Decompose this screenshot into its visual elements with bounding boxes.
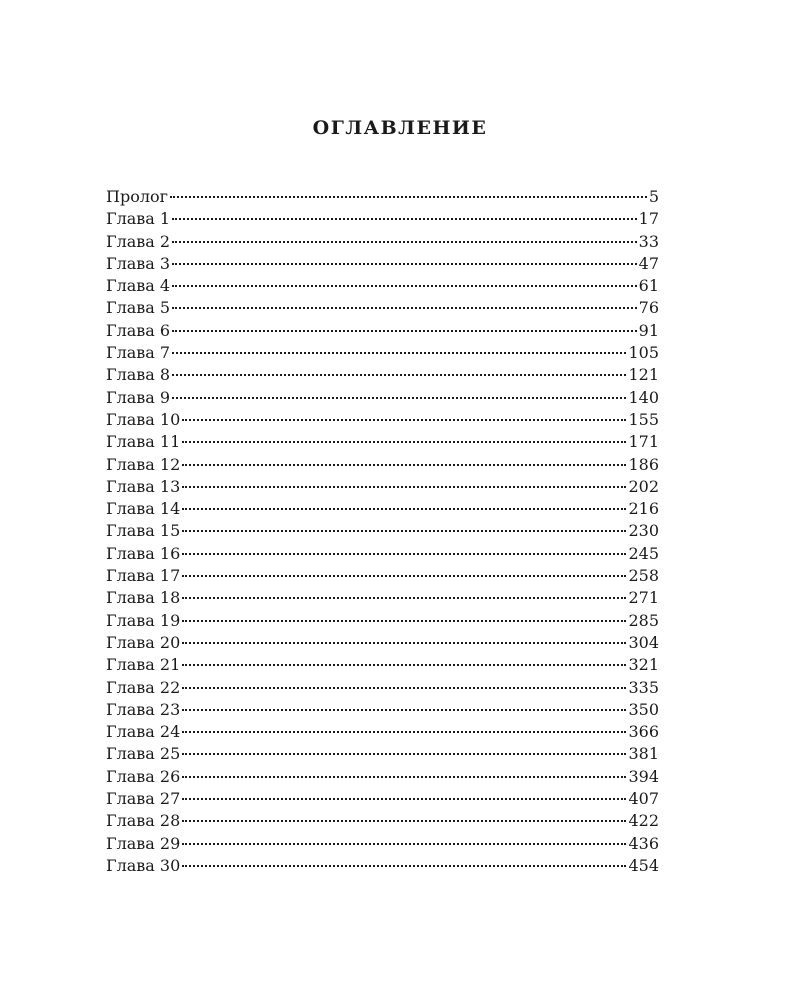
toc-entry-page-number: 5 [648,187,659,206]
toc-entry [106,610,659,632]
dot-leader [182,620,626,622]
toc-entry [106,788,659,810]
toc-entry-page-number: 407 [628,789,659,809]
dot-leader [172,241,637,243]
dot-leader [182,642,626,644]
toc-entry-label: Глава 4 [106,276,171,296]
toc-entry-page-number: 202 [628,476,659,496]
toc-entry-page-number: 285 [628,610,659,630]
toc-entry [106,766,659,788]
toc-entry-label: Глава 24 [106,722,181,742]
toc-entry-page-number: 321 [628,655,659,675]
toc-entry-page-number: 230 [628,521,659,541]
dot-leader [182,709,626,711]
toc-entry-page-number: 155 [628,409,659,429]
toc-entry-label: Глава 7 [106,343,171,363]
toc-entry-label: Глава 22 [106,677,181,697]
toc-entry [106,476,659,498]
toc-entry [106,208,659,230]
toc-entry-page-number: 454 [628,855,659,875]
toc-entry [106,654,659,676]
toc-entry-page-number: 121 [628,365,659,385]
toc-entry-page-number: 47 [638,253,659,273]
dot-leader [170,196,647,198]
toc-entry [106,342,659,364]
page-title: ОГЛАВЛЕНИЕ [312,117,488,139]
toc-entry-label: Глава 12 [106,454,181,474]
toc-entry-page-number: 33 [638,231,659,251]
dot-leader [172,307,637,309]
toc-entry-label: Глава 19 [106,610,181,630]
toc-entry-page-number: 76 [638,298,659,318]
toc-entry [106,387,659,409]
toc-entry-label: Глава 29 [106,833,181,853]
dot-leader [172,352,626,354]
toc-entry-label: Глава 18 [106,588,181,608]
toc-entry-page-number: 61 [638,276,659,296]
dot-leader [172,285,637,287]
toc-entry-page-number: 304 [628,632,659,652]
dot-leader [182,865,626,867]
dot-leader [182,776,626,778]
dot-leader [172,263,637,265]
toc-entry [106,186,659,208]
dot-leader [182,597,626,599]
toc-entry [106,632,659,654]
toc-entry-page-number: 140 [628,387,659,407]
dot-leader [182,731,626,733]
dot-leader [172,330,637,332]
toc-entry-label: Глава 16 [106,543,181,563]
toc-entry [106,320,659,342]
toc-entry-label: Глава 25 [106,744,181,764]
dot-leader [182,753,626,755]
toc-entry-page-number: 381 [628,744,659,764]
toc-entry-page-number: 366 [628,722,659,742]
toc-entry-label: Глава 6 [106,320,171,340]
toc-entry-label: Глава 1 [106,209,171,229]
toc-entry-label: Глава 8 [106,365,171,385]
toc-entry [106,543,659,565]
dot-leader [172,374,626,376]
dot-leader [182,530,626,532]
toc-entry [106,520,659,542]
toc-entry-label: Пролог [106,187,169,206]
toc-entry-page-number: 436 [628,833,659,853]
toc-entry [106,431,659,453]
toc-entry-page-number: 350 [628,699,659,719]
toc-entry [106,677,659,699]
table-of-contents [106,186,659,877]
toc-entry-page-number: 394 [628,766,659,786]
toc-entry [106,699,659,721]
toc-entry-label: Глава 30 [106,855,181,875]
toc-entry [106,587,659,609]
dot-leader [182,687,626,689]
toc-entry-page-number: 422 [628,811,659,831]
toc-entry-label: Глава 3 [106,253,171,273]
toc-entry [106,855,659,877]
toc-entry-label: Глава 2 [106,231,171,251]
toc-entry-page-number: 258 [628,566,659,586]
toc-entry-label: Глава 21 [106,655,181,675]
dot-leader [182,486,626,488]
toc-entry [106,833,659,855]
toc-entry-page-number: 105 [628,343,659,363]
dot-leader [182,664,626,666]
toc-entry-page-number: 91 [638,320,659,340]
toc-entry-page-number: 335 [628,677,659,697]
toc-entry-page-number: 216 [628,499,659,519]
dot-leader [182,575,626,577]
toc-entry [106,409,659,431]
toc-entry [106,810,659,832]
dot-leader [182,464,626,466]
toc-entry-label: Глава 5 [106,298,171,318]
toc-entry-label: Глава 15 [106,521,181,541]
dot-leader [182,419,626,421]
toc-entry-label: Глава 23 [106,699,181,719]
toc-entry-label: Глава 14 [106,499,181,519]
toc-entry-label: Глава 17 [106,566,181,586]
toc-entry-label: Глава 20 [106,632,181,652]
dot-leader [172,397,626,399]
dot-leader [182,441,626,443]
toc-entry [106,275,659,297]
toc-entry-page-number: 271 [628,588,659,608]
toc-entry [106,498,659,520]
dot-leader [172,218,637,220]
dot-leader [182,820,626,822]
toc-entry [106,231,659,253]
toc-entry-page-number: 245 [628,543,659,563]
toc-entry-page-number: 171 [628,432,659,452]
toc-entry-label: Глава 27 [106,789,181,809]
dot-leader [182,553,626,555]
toc-entry [106,565,659,587]
toc-entry [106,743,659,765]
toc-entry-label: Глава 9 [106,387,171,407]
toc-entry-page-number: 17 [638,209,659,229]
toc-entry [106,297,659,319]
toc-entry-label: Глава 13 [106,476,181,496]
toc-entry [106,364,659,386]
toc-entry-label: Глава 26 [106,766,181,786]
toc-entry [106,721,659,743]
dot-leader [182,843,626,845]
toc-entry [106,253,659,275]
toc-entry-label: Глава 28 [106,811,181,831]
dot-leader [182,508,626,510]
toc-entry [106,454,659,476]
toc-entry-label: Глава 11 [106,432,181,452]
toc-entry-page-number: 186 [628,454,659,474]
dot-leader [182,798,626,800]
toc-entry-label: Глава 10 [106,409,181,429]
